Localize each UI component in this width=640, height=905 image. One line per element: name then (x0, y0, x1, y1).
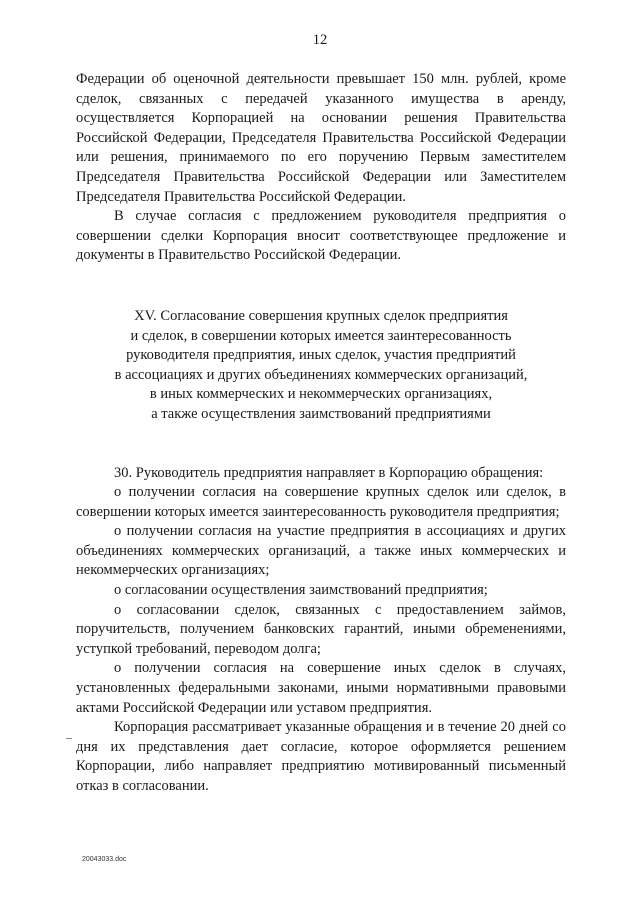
section-heading-line: XV. Согласование совершения крупных сделок предприятия (134, 307, 508, 324)
section-heading-line: в иных коммерческих и некоммерческих организациях, (149, 386, 493, 403)
paragraph-corporation-review: Корпорация рассматривает указанные обращения и в течение 20 дней со дня их представления дает согласие, которое оформляется решением Корпорации, либо направляет предприятию мотивированный письменный отказ в согласовании. (76, 719, 566, 794)
list-item-borrowings: о согласовании осуществления заимствований предприятия; (114, 582, 488, 599)
list-item-major-deals: о получении согласия на совершение крупных сделок или сделок, в совершении которых имеется заинтересованность руководителя предприятия; (76, 484, 566, 520)
section-heading (76, 307, 566, 425)
list-item-associations: о получении согласия на участие предприятия в ассоциациях и других объединениях коммерческих организаций, а также иных коммерческих и некоммерческих организациях; (76, 523, 566, 579)
section-heading-line: и сделок, в совершении которых имеется заинтересованность (130, 327, 512, 344)
section-heading-line: а также осуществления заимствований предприятиями (151, 405, 491, 422)
section-heading-line: в ассоциациях и других объединениях коммерческих организаций, (114, 366, 528, 383)
list-item-other-deals: о получении согласия на совершение иных сделок в случаях, установленных федеральными законами, иными нормативными правовыми актами Российской Федерации или уставом предприятия. (76, 660, 566, 716)
paragraph-item-30: 30. Руководитель предприятия направляет в Корпорацию обращения: (114, 464, 544, 481)
footer-filename: 20043033.doc (82, 856, 127, 863)
list-item-loans-guarantees: о согласовании сделок, связанных с предоставлением займов, поручительств, получением банковских гарантий, иными обременениями, уступкой требований, переводом долга; (76, 601, 566, 657)
document-body (76, 70, 566, 797)
page-number: 12 (312, 32, 328, 48)
margin-mark (66, 738, 72, 739)
paragraph-continuation: Федерации об оценочной деятельности превышает 150 млн. рублей, кроме сделок, связанных с передачей указанного имущества в аренду, осуществляется Корпорацией на основании решения Правительства Российской Федерации, Председателя Правительства Российской Федерации или решения, принимаемого по его поручению Первым заместителем Председателя Правительства Российской Федерации или Заместителем Председателя Правительства Российской Федерации. (76, 71, 566, 205)
section-heading-line: руководителя предприятия, иных сделок, участия предприятий (126, 347, 516, 364)
paragraph-consent-proposal: В случае согласия с предложением руководителя предприятия о совершении сделки Корпорация вносит соответствующее предложение и документы в Правительство Российской Федерации. (76, 208, 566, 264)
